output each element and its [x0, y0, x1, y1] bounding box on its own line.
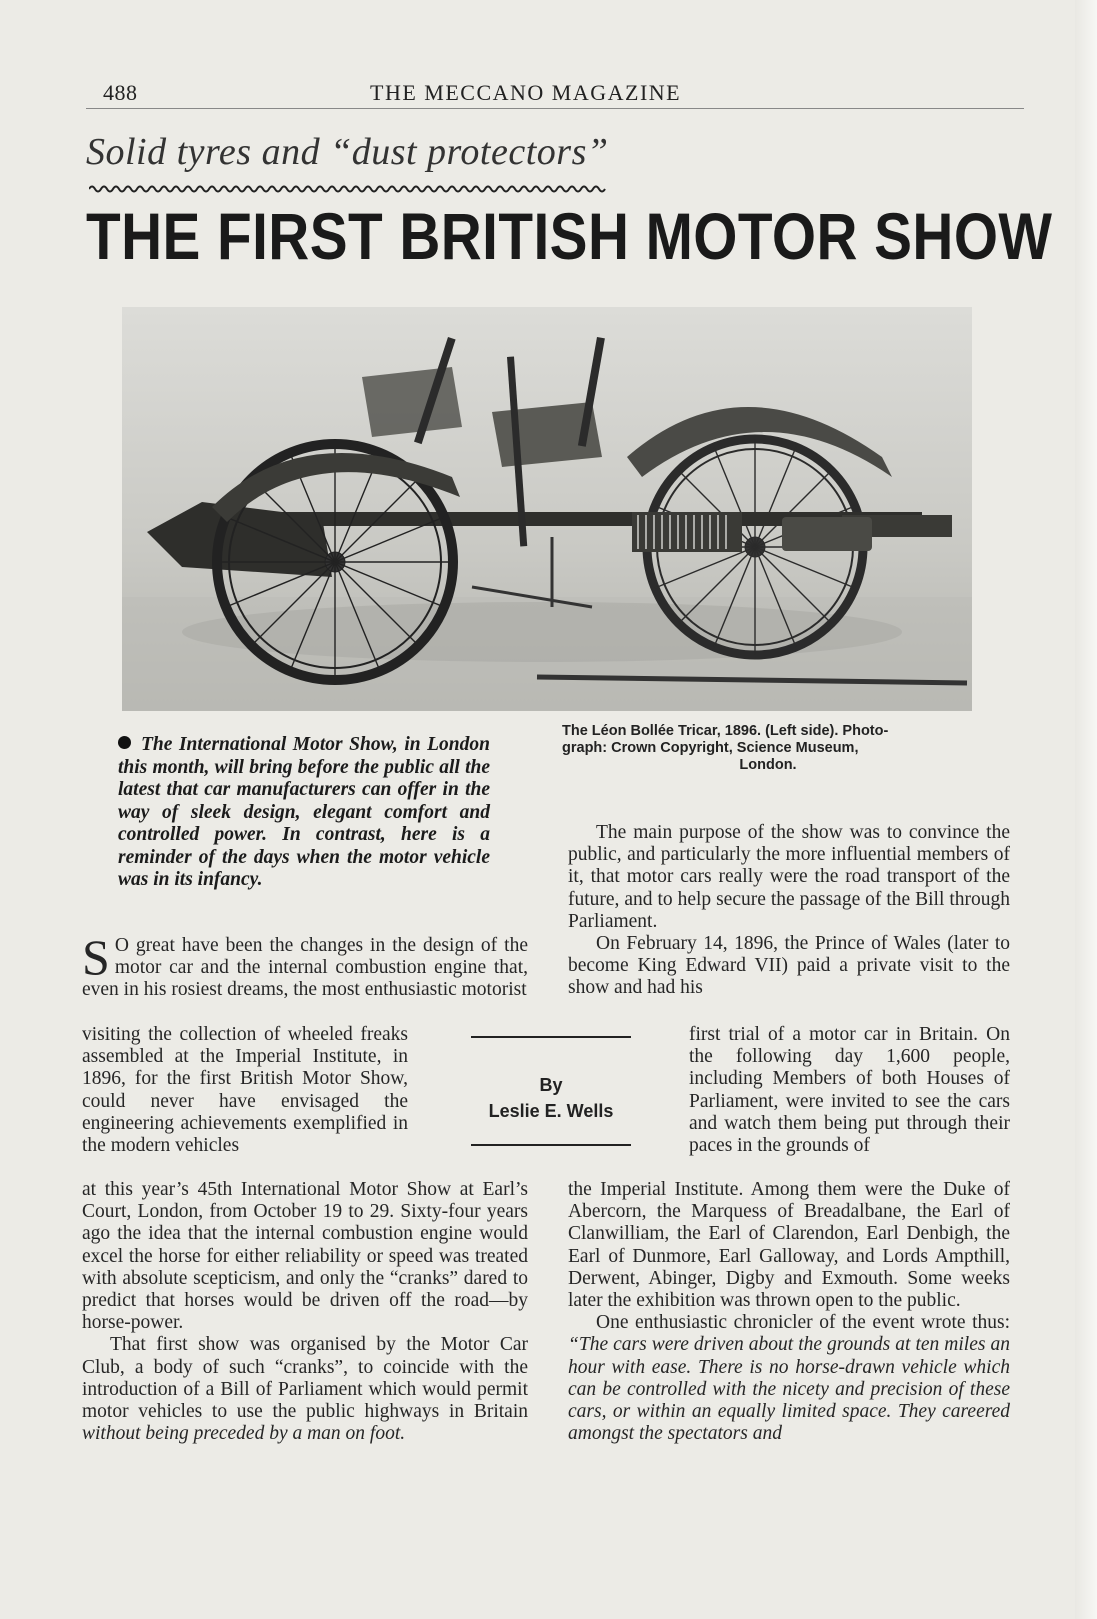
col1-para2 [82, 1334, 528, 1445]
col2-para1: The main purpose of the show was to convince the public, and particularly the more influential members of it, that motor cars really were the road transport of the future, and to help secure the passage of the Bill through Parliament. [568, 822, 1010, 932]
col2-para3-quote: “The cars were driven about the grounds at ten miles an hour with ease. There is no horse-drawn vehicle which can be controlled with the nicety and precision of these cars, or within an equally limited space. They careered amongst the spectators and [568, 1334, 1010, 1445]
column-2-top [568, 822, 1010, 1000]
byline-rule-top [471, 1036, 631, 1038]
col1-para1-b: visiting the collection of wheeled freaks assembled at the Imperial Institute, in 1896, for the first British Motor Show, could never have envisaged the engineering achievements exemplified in the modern vehicles [82, 1024, 408, 1157]
col2-para2-c: the Imperial Institute. Among them were the Duke of Abercorn, the Marquess of Breadalbane, the Earl of Clanwilliam, the Earl of Clarendon, Earl Denbigh, the Earl of Dunmore, Earl Galloway, and Lords Ampthill, Derwent, Abinger, Digby and Exmouth. Some weeks later the exhibition was thrown open to the public. [568, 1179, 1010, 1312]
caption-line-2: graph: Crown Copyright, Science Museum, [562, 740, 859, 756]
byline-rule-bottom [471, 1144, 631, 1146]
column-1-wrap [82, 1024, 408, 1157]
article-standfirst [118, 734, 490, 892]
photo-caption [562, 723, 974, 774]
col1-para1-c: at this year’s 45th International Motor Show at Earl’s Court, London, from October 19 to 29. Sixty-four years ago the idea that the internal combustion engine would excel the horse for either reliability or speed was treated with absolute scepticism, and only the “cranks” dared to predict that horses would be driven off the road—by horse-power. [82, 1179, 528, 1334]
page-edge [1075, 0, 1097, 1619]
col2-para2-a: On February 14, 1896, the Prince of Wales (later to become King Edward VII) paid a private visit to the show and had his [568, 933, 1010, 999]
column-1-bottom [82, 1179, 528, 1445]
col1-para1-a: O great have been the changes in the design of the motor car and the internal combustion engine that, even in his rosiest dreams, the most enthusiastic motorist [82, 935, 528, 1001]
col2-para3 [568, 1312, 1010, 1445]
header-rule [86, 108, 1024, 109]
wavy-rule [89, 184, 609, 194]
article-kicker: Solid tyres and “dust protectors” [86, 131, 609, 173]
page-number: 488 [103, 80, 138, 105]
byline [462, 1036, 640, 1146]
article-headline: THE FIRST BRITISH MOTOR SHOW [86, 199, 1053, 273]
caption-line-1: The Léon Bollée Tricar, 1896. (Left side). Photo- [562, 723, 889, 739]
col1-para2-text: That first show was organised by the Motor Car Club, a body of such “cranks”, to coincide with the introduction of a Bill of Parliament which would permit motor vehicles to use the public highways in Britain [82, 1334, 528, 1423]
col2-para2-b: first trial of a motor car in Britain. On the following day 1,600 people, including Members of both Houses of Parliament, were invited to see the cars and watch them being put through their paces in the grounds of [689, 1024, 1010, 1157]
tricar-photo [122, 307, 972, 711]
standfirst-text: The International Motor Show, in London this month, will bring before the public all the latest that car manufacturers can offer in the way of sleek design, elegant comfort and controlled power. In contrast, here is a reminder of the days when the motor vehicle was in its infancy. [118, 734, 490, 890]
caption-line-3: London. [739, 757, 797, 773]
drop-cap: S [82, 929, 110, 985]
column-2-bottom [568, 1179, 1010, 1445]
col2-para3-text: One enthusiastic chronicler of the event wrote thus: [596, 1312, 1010, 1334]
col1-para2-italic: without being preceded by a man on foot. [82, 1423, 406, 1445]
column-2-wrap [689, 1024, 1010, 1157]
byline-author: Leslie E. Wells [488, 1101, 614, 1121]
bullet-icon [118, 736, 131, 749]
byline-by: By [539, 1075, 563, 1095]
running-head: THE MECCANO MAGAZINE [370, 80, 682, 105]
column-1-top [82, 929, 528, 1002]
